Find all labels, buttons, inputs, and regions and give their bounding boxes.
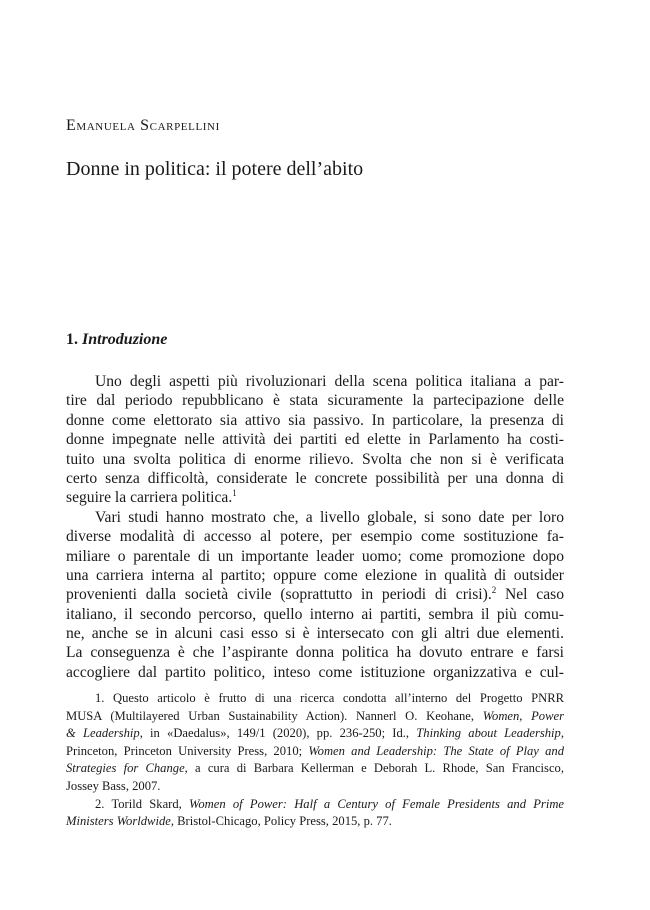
text-fragment: Nel caso — [496, 586, 564, 604]
footnote-line — [66, 813, 564, 831]
text-line: donne impegnate nelle attività dei partiti ed elette in Parlamento ha costi- — [66, 431, 564, 449]
footnote-1 — [66, 690, 564, 796]
text-line: miliare o parentale di un importante leader uomo; come promozione dopo — [66, 547, 564, 565]
text-line: diverse modalità di accesso al potere, per esempio come sostituzione fa- — [66, 528, 564, 546]
text-fragment: 2. Torild Skard, — [95, 796, 190, 811]
text-fragment: seguire la carriera politica. — [66, 489, 233, 507]
footnote-line — [66, 725, 564, 743]
footnote-ref-2[interactable]: 2 — [491, 585, 497, 596]
footnotes — [66, 690, 564, 831]
footnote-line — [66, 796, 564, 814]
paragraph-1 — [66, 372, 564, 508]
section-number: 1. — [66, 331, 78, 348]
footnote-line — [66, 708, 564, 726]
text-line: Uno degli aspetti più rivoluzionari della scena politica italiana a par- — [95, 373, 564, 390]
section-title: Introduzione — [82, 331, 168, 348]
text-line: tire dal periodo repubblicano è stata sicuramente la partecipazione delle — [66, 392, 564, 410]
footnote-line — [66, 760, 564, 778]
text-fragment: , Bristol-Chicago, Policy Press, 2015, p. 77. — [170, 814, 392, 829]
article-title: Donne in politica: il potere dell’abito — [66, 158, 364, 180]
citation-title: Women of Power: Half a Century of Female Presidents and Prime — [189, 796, 565, 811]
text-line: donne come elettorato sia attivo sia passivo. In particolare, la presenza di — [66, 411, 564, 429]
text-line: accogliere dal partito politico, inteso come istituzione organizzativa e cul- — [66, 663, 564, 681]
text-line: italiano, il secondo percorso, quello interno ai partiti, sembra il più comu- — [66, 605, 564, 623]
footnote-line: 1. Questo articolo è frutto di una ricerca condotta all’interno del Progetto PNRR — [95, 691, 564, 705]
text-fragment: , — [560, 726, 565, 741]
text-fragment: Princeton, Princeton University Press, 2010; — [66, 743, 309, 758]
citation-title: Women, Power — [482, 708, 564, 723]
text-fragment: , in «Daedalus», 149/1 (2020), pp. 236-250; Id., — [139, 726, 417, 741]
footnote-2 — [66, 796, 564, 831]
paragraph-2 — [66, 508, 564, 683]
text-fragment: MUSA (Multilayered Urban Sustainability Action). Nannerl O. Keohane, — [66, 708, 483, 723]
text-line: La conseguenza è che l’aspirante donna politica ha dovuto entrare e farsi — [66, 644, 564, 662]
footnote-ref-1[interactable]: 1 — [232, 488, 237, 499]
text-fragment: provenienti dalla società civile (soprattutto in periodi di crisi). — [66, 586, 492, 604]
text-line: ne, anche se in alcuni casi esso si è intersecato con gli altri due elementi. — [66, 625, 564, 643]
citation-title: Thinking about Leadership — [416, 726, 561, 741]
text-line: Vari studi hanno mostrato che, a livello globale, si sono date per loro — [95, 508, 564, 526]
text-line: una carriera interna al partito; oppure come elezione in qualità di outsider — [66, 566, 564, 584]
citation-title: & Leadership — [66, 726, 140, 741]
citation-title: Women and Leadership: The State of Play and — [308, 743, 565, 758]
footnote-line — [66, 743, 564, 761]
footnote-line: Jossey Bass, 2007. — [66, 778, 161, 793]
section-heading — [66, 331, 167, 349]
body-text — [66, 372, 564, 682]
text-line — [66, 585, 564, 604]
text-fragment: , a cura di Barbara Kellerman e Deborah L. Rhode, San Francisco, — [184, 761, 564, 776]
citation-title: Ministers Worldwide — [66, 814, 171, 829]
text-line — [66, 488, 564, 507]
author-name: Emanuela Scarpellini — [66, 117, 220, 134]
text-line: tuito una svolta politica di enorme rilievo. Svolta che non si è verificata — [66, 450, 564, 468]
citation-title: Strategies for Change — [66, 761, 185, 776]
text-line: certo senza difficoltà, considerate le concrete possibilità per una donna di — [66, 469, 564, 487]
